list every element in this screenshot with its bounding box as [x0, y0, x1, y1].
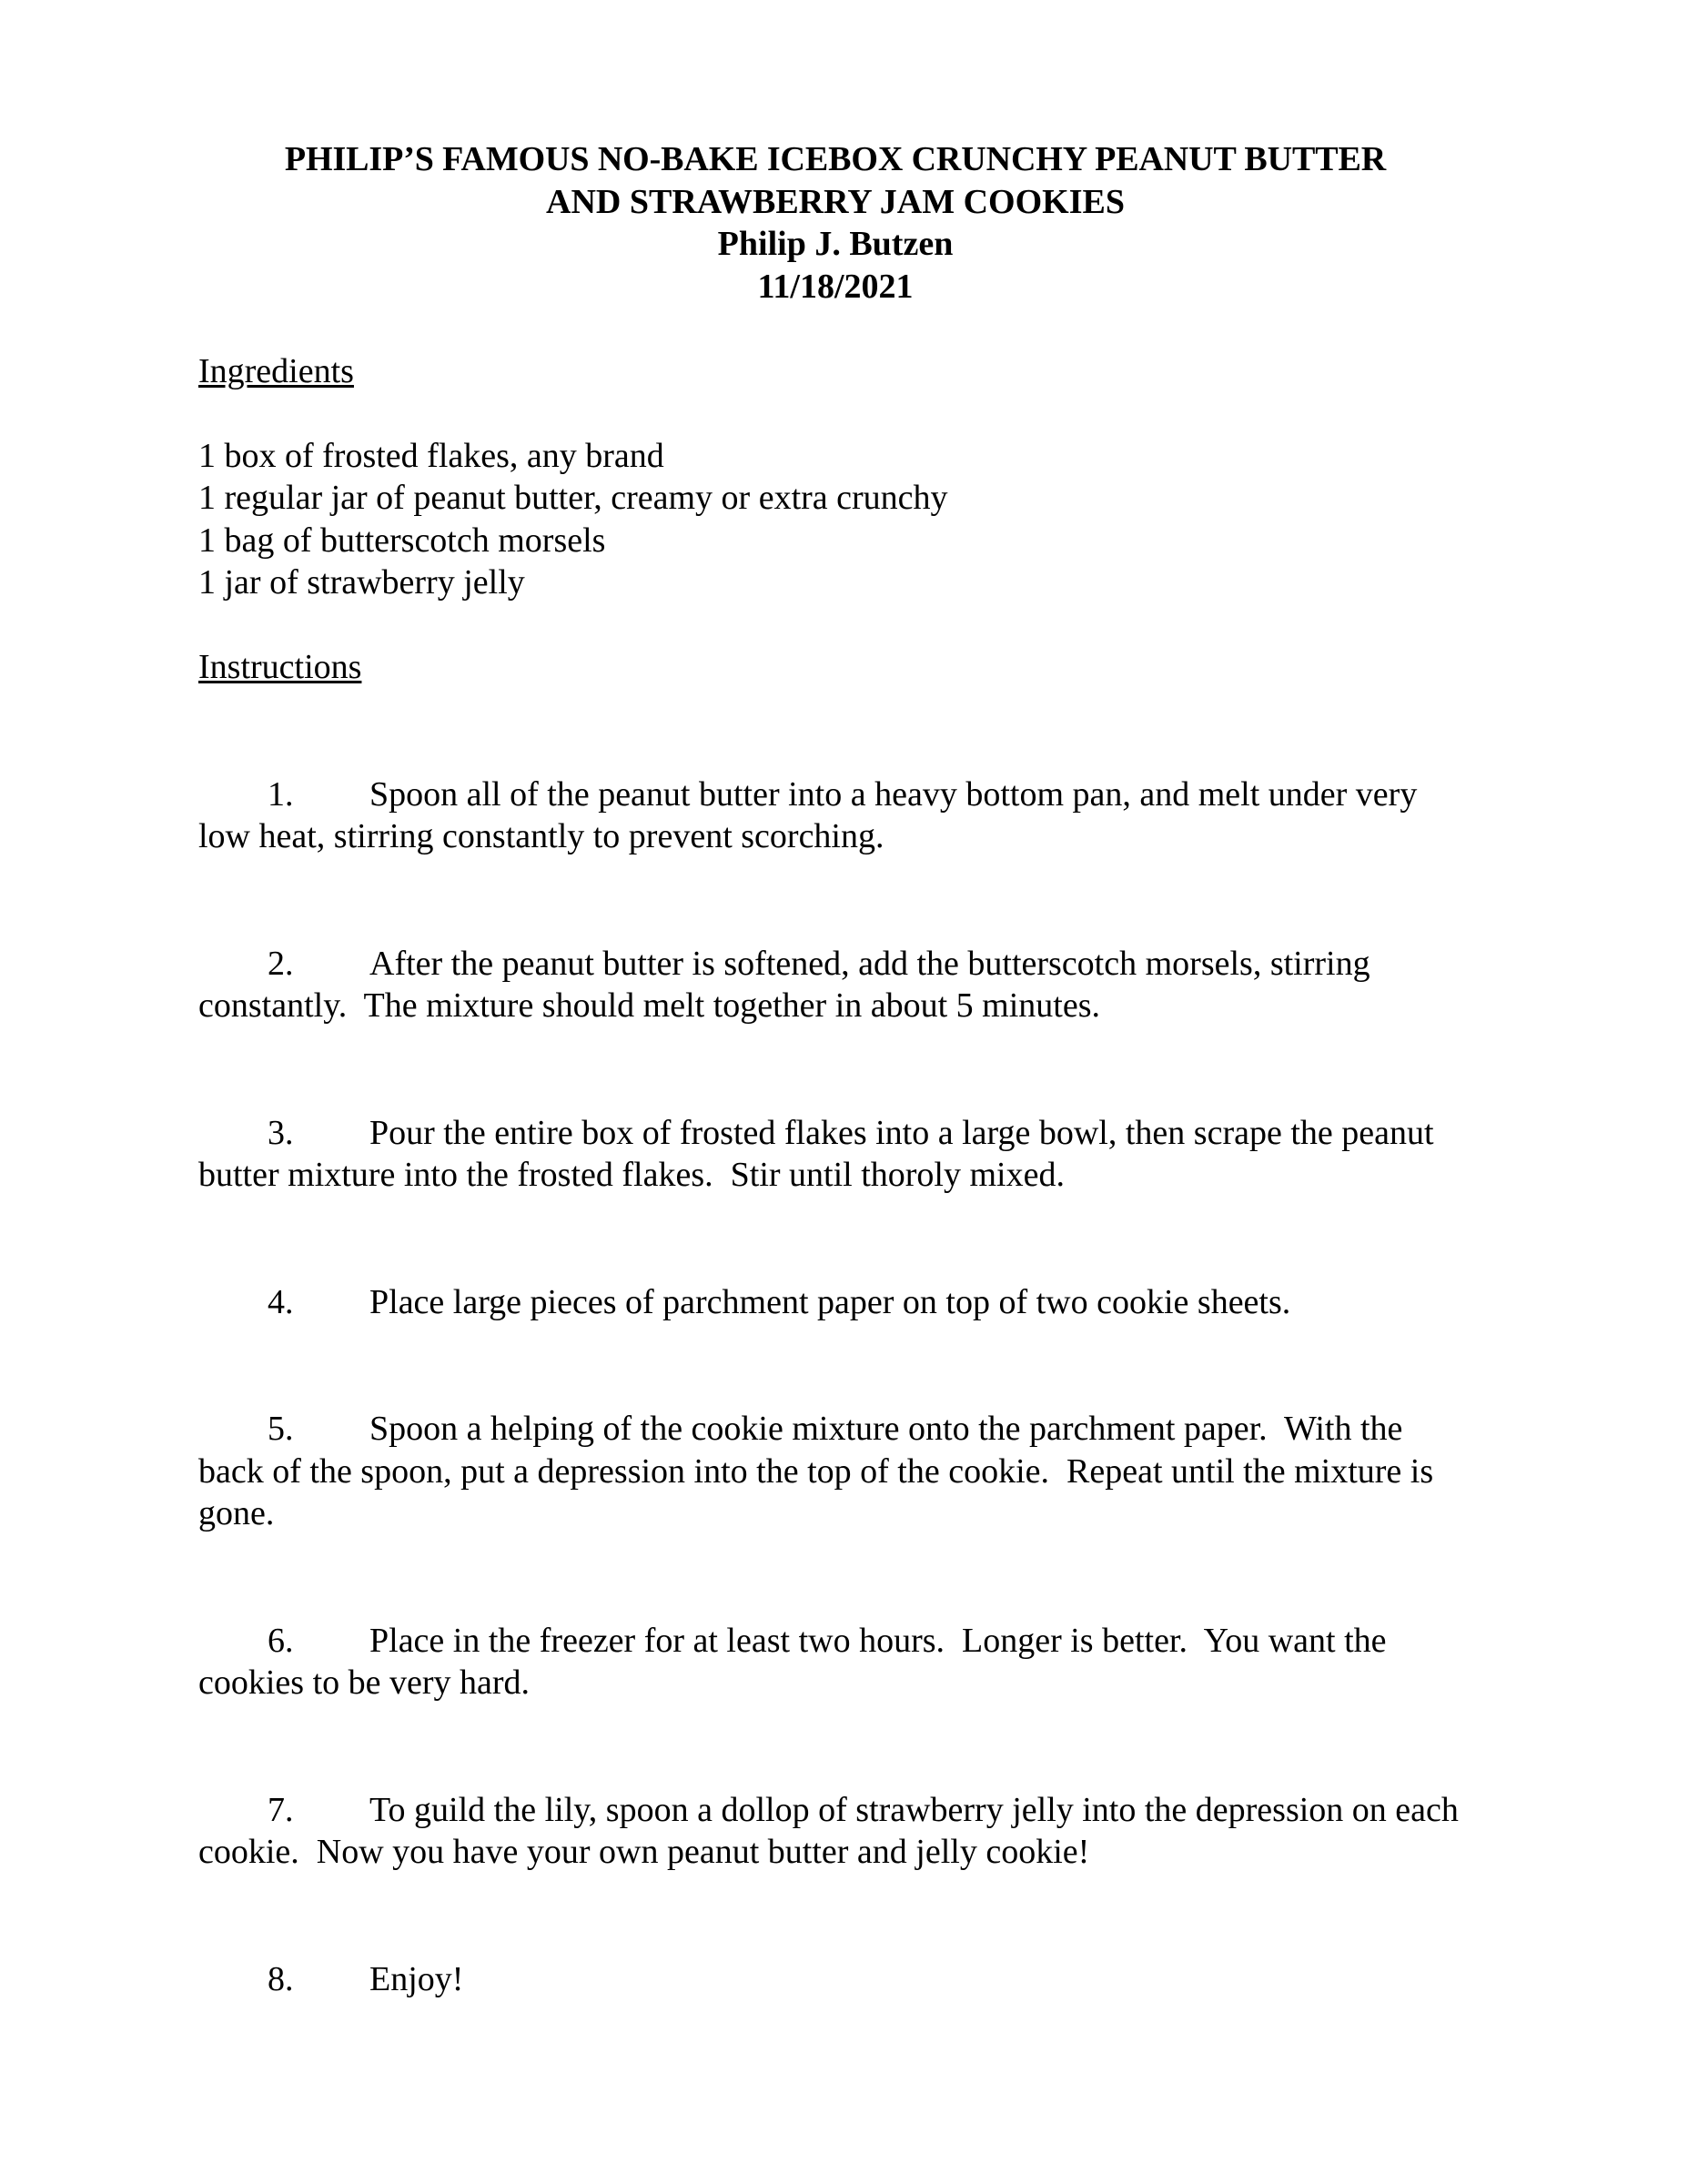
- list-item: 1 bag of butterscotch morsels: [198, 521, 606, 560]
- ingredients-section-header: [198, 350, 1472, 393]
- instruction-step: [198, 1069, 1472, 1239]
- step-number: 4.: [268, 1282, 294, 1321]
- step-text: Pour the entire box of frosted flakes into a large bowl, then scrape the peanut butter mixture into the frosted flakes. Stir until thoroly mixed.: [198, 1113, 1443, 1194]
- list-item: 1 jar of strawberry jelly: [198, 563, 525, 602]
- step-number: 5.: [268, 1410, 294, 1448]
- document-title-line-1: PHILIP’S FAMOUS NO-BAKE ICEBOX CRUNCHY PEANUT BUTTER: [284, 140, 1387, 178]
- document-header: [198, 0, 1472, 308]
- instruction-step: [198, 1239, 1472, 1366]
- instruction-step: [198, 1916, 1472, 2043]
- document-author: Philip J. Butzen: [717, 225, 954, 263]
- instruction-step: [198, 1577, 1472, 1746]
- spacer-after-instructions-heading: [198, 689, 1472, 732]
- step-number: 1.: [268, 774, 294, 814]
- step-number: 8.: [268, 1959, 294, 1998]
- step-text: Place large pieces of parchment paper on top of two cookie sheets.: [369, 1282, 1291, 1321]
- spacer-before-instructions: [198, 604, 1472, 647]
- step-text: Enjoy!: [369, 1959, 464, 1998]
- step-number: 7.: [268, 1790, 294, 1829]
- instructions-section-header: [198, 646, 1472, 689]
- list-item: 1 regular jar of peanut butter, creamy or extra crunchy: [198, 479, 948, 517]
- step-number: 3.: [268, 1113, 294, 1152]
- step-number: 6.: [268, 1621, 294, 1660]
- list-item: 1 box of frosted flakes, any brand: [198, 436, 664, 475]
- document-title-line-2: AND STRAWBERRY JAM COOKIES: [546, 182, 1125, 221]
- step-text: Spoon all of the peanut butter into a heavy bottom pan, and melt under very low heat, stirring constantly to prevent scorching.: [198, 774, 1426, 855]
- instructions-list: [198, 731, 1472, 2043]
- step-text: Place in the freezer for at least two hours. Longer is better. You want the cookies to be very hard.: [198, 1621, 1396, 1702]
- step-text: To guild the lily, spoon a dollop of strawberry jelly into the depression on each cookie. Now you have your own peanut butter and jelly cookie!: [198, 1790, 1468, 1871]
- ingredients-list: [198, 435, 1472, 604]
- spacer-after-header: [198, 308, 1472, 350]
- step-text: After the peanut butter is softened, add the butterscotch morsels, stirring constantly. The mixture should melt together in about 5 minutes.: [198, 944, 1380, 1025]
- step-number: 2.: [268, 944, 294, 983]
- instruction-step: [198, 900, 1472, 1069]
- step-text: Spoon a helping of the cookie mixture onto the parchment paper. With the back of the spoon, put a depression into the top of the cookie. Repeat until the mixture is gone.: [198, 1410, 1442, 1532]
- instruction-step: [198, 1366, 1472, 1578]
- ingredients-heading: Ingredients: [198, 351, 354, 390]
- instructions-heading: Instructions: [198, 648, 362, 686]
- instruction-step: [198, 731, 1472, 900]
- spacer-after-ingredients-heading: [198, 392, 1472, 435]
- document-date: 11/18/2021: [757, 267, 914, 306]
- document-body: [198, 0, 1472, 2043]
- instruction-step: [198, 1746, 1472, 1916]
